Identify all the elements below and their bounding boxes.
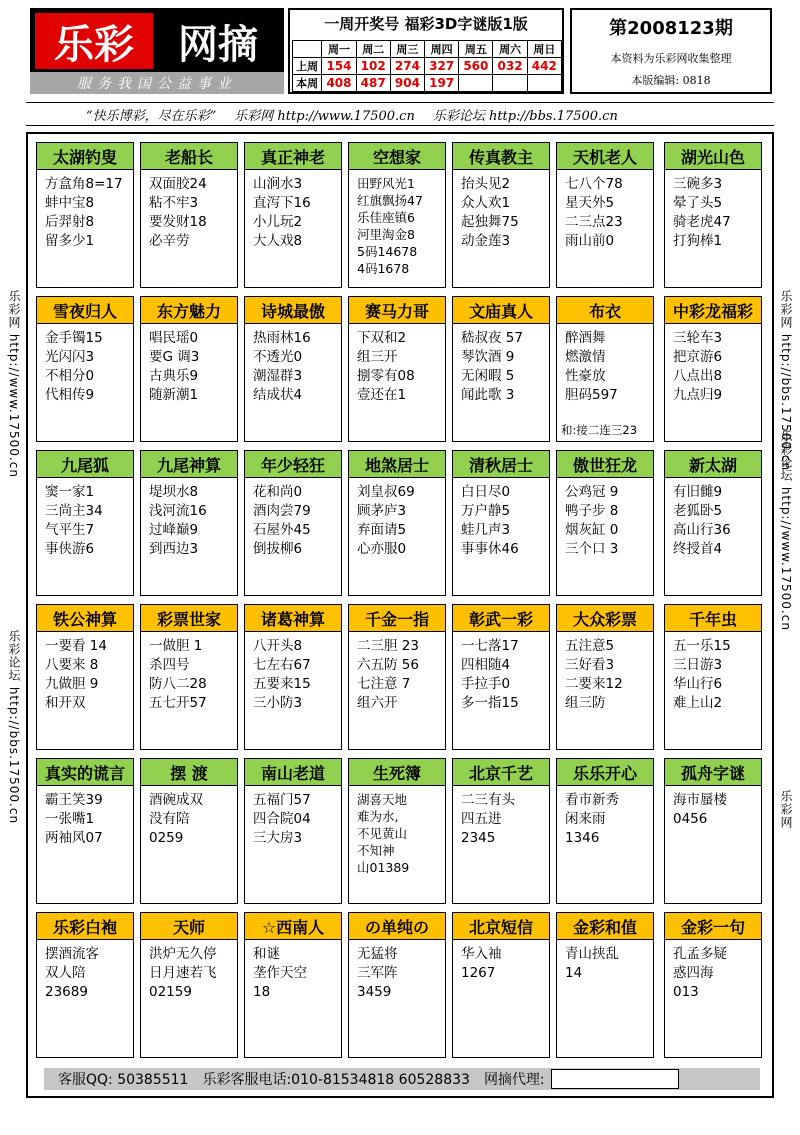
puzzle-box: [452, 296, 550, 442]
puzzle-line: 雨山前0: [565, 233, 615, 249]
puzzle-line: 过峰巅9: [149, 522, 199, 538]
puzzle-box: [140, 912, 238, 1058]
puzzle-line: 三军阵: [357, 965, 398, 981]
puzzle-box: [140, 758, 238, 904]
puzzle-line: 花和尚0: [253, 484, 303, 500]
puzzle-line: 晕了头5: [673, 195, 723, 211]
puzzle-box-title: 传真教主: [453, 143, 549, 170]
puzzle-line: 终授首4: [673, 541, 723, 557]
puzzle-line: 事侠游6: [45, 541, 95, 557]
puzzle-line: 蛙几声3: [461, 522, 511, 538]
puzzle-line: 组三防: [565, 695, 606, 711]
puzzle-box: [556, 758, 654, 904]
puzzle-line: 23689: [45, 984, 88, 1000]
row-label-this-week: 本周: [293, 75, 322, 92]
puzzle-box: [348, 604, 446, 750]
puzzle-line: 星天外5: [565, 195, 615, 211]
puzzle-box: [244, 912, 342, 1058]
puzzle-line: 后羿射8: [45, 214, 95, 230]
puzzle-line: 金手镯15: [45, 330, 103, 346]
puzzle-box: [664, 912, 762, 1058]
puzzle-line: 烟灰缸 0: [565, 522, 619, 538]
side-text-right-top: 乐彩网 http://bbs.17500.cn: [779, 290, 793, 472]
day-header: 周一: [322, 41, 356, 58]
puzzle-line: 红旗飘扬47: [357, 193, 423, 208]
puzzle-line: 惑四海: [673, 965, 714, 981]
puzzle-line: 必辛劳: [149, 233, 190, 249]
puzzle-box-title: 彰武一彩: [453, 605, 549, 632]
puzzle-line: 白日尽0: [461, 484, 511, 500]
draw-number: [527, 75, 561, 92]
puzzle-line: 多一指15: [461, 695, 519, 711]
site-link[interactable]: 乐彩网 http://www.17500.cn: [234, 108, 415, 124]
puzzle-line: 胆码597: [565, 387, 618, 403]
puzzle-box: [140, 296, 238, 442]
puzzle-line: 三小防3: [253, 695, 303, 711]
puzzle-line: 气平生7: [45, 522, 95, 538]
puzzle-box-title: 金彩一句: [665, 913, 761, 940]
day-header: 周三: [390, 41, 424, 58]
puzzle-note: 和:接二连三23: [561, 423, 638, 437]
puzzle-line: 二三胆 23: [357, 638, 419, 654]
puzzle-line: 不见黄山: [357, 826, 408, 841]
forum-link[interactable]: 乐彩论坛 http://bbs.17500.cn: [432, 108, 618, 124]
puzzle-line: 要发财18: [149, 214, 207, 230]
puzzle-box-title: 湖光山色: [665, 143, 761, 170]
day-header: 周四: [425, 41, 459, 58]
puzzle-line: 浅河流16: [149, 503, 207, 519]
puzzle-line: 留多少1: [45, 233, 95, 249]
puzzle-box: [452, 758, 550, 904]
puzzle-line: 粘不牢3: [149, 195, 199, 211]
puzzle-line: 和谜: [253, 946, 280, 962]
puzzle-line: 唱民瑶0: [149, 330, 199, 346]
puzzle-line: 众人欢1: [461, 195, 511, 211]
puzzle-box: [348, 450, 446, 596]
puzzle-line: 02159: [149, 984, 192, 1000]
side-text-left-bottom: 乐彩论坛 http://bbs.17500.cn: [7, 630, 21, 825]
puzzle-line: 防八二28: [149, 676, 207, 692]
draw-number: 274: [390, 58, 424, 75]
puzzle-line: 骑老虎47: [673, 214, 731, 230]
puzzle-box-title: 雪夜归人: [37, 297, 133, 324]
puzzle-box-title: 诗城最傲: [245, 297, 341, 324]
puzzle-box: [348, 758, 446, 904]
puzzle-line: 0259: [149, 830, 184, 846]
puzzle-box: [556, 604, 654, 750]
draw-number: 154: [322, 58, 356, 75]
issue-panel: [570, 8, 772, 94]
puzzle-line: 闲来雨: [565, 811, 606, 827]
puzzle-box-title: 天师: [141, 913, 237, 940]
puzzle-box-title: 老船长: [141, 143, 237, 170]
footer-qq: 客服QQ: 50385511: [58, 1072, 189, 1088]
puzzle-line: 倒拔柳6: [253, 541, 303, 557]
footer-agent-label: 网摘代理:: [483, 1072, 545, 1088]
puzzle-line: 不相分0: [45, 368, 95, 384]
puzzle-box: [36, 142, 134, 288]
puzzle-box: [348, 912, 446, 1058]
puzzle-box: [452, 604, 550, 750]
puzzle-line: 2345: [461, 830, 496, 846]
puzzle-line: 要G 调3: [149, 349, 200, 365]
puzzle-line: 河里淘金8: [357, 227, 415, 242]
puzzle-box-title: 彩票世家: [141, 605, 237, 632]
puzzle-box: [452, 142, 550, 288]
puzzle-box: [244, 296, 342, 442]
puzzle-box-title: 太湖钓叟: [37, 143, 133, 170]
puzzle-line: 看市新秀: [565, 792, 619, 808]
puzzle-line: 三日游3: [673, 657, 723, 673]
puzzle-line: 五要来15: [253, 676, 311, 692]
draw-number: 408: [322, 75, 356, 92]
puzzle-line: 闻此歌 3: [461, 387, 515, 403]
puzzle-line: 二三点23: [565, 214, 623, 230]
puzzle-line: 5码14678: [357, 244, 418, 259]
puzzle-box: [556, 142, 654, 288]
puzzle-line: 青山挟乱: [565, 946, 619, 962]
puzzle-box-title: 真正神老: [245, 143, 341, 170]
puzzle-box: [452, 450, 550, 596]
puzzle-box: [36, 296, 134, 442]
puzzle-box-title: 真实的谎言: [37, 759, 133, 786]
puzzle-line: 14: [565, 965, 583, 981]
draw-number: 442: [527, 58, 561, 75]
puzzle-line: 华入袖: [461, 946, 502, 962]
puzzle-line: 手拉手0: [461, 676, 511, 692]
puzzle-line: 双面胶24: [149, 176, 207, 192]
puzzle-box: [36, 604, 134, 750]
draw-number: 487: [356, 75, 390, 92]
puzzle-line: 堤坝水8: [149, 484, 199, 500]
puzzle-line: 一七落17: [461, 638, 519, 654]
puzzle-line: 4码1678: [357, 261, 410, 276]
puzzle-box-title: 九尾神算: [141, 451, 237, 478]
puzzle-line: 把京游6: [673, 349, 723, 365]
puzzle-box: [348, 142, 446, 288]
puzzle-box-title: 乐乐开心: [557, 759, 653, 786]
slogan: 服务我国公益事业: [30, 72, 284, 94]
puzzle-line: 三尚主34: [45, 503, 103, 519]
puzzle-box: [244, 142, 342, 288]
puzzle-line: 和开双: [45, 695, 86, 711]
puzzle-line: 山涧水3: [253, 176, 303, 192]
puzzle-line: 二三有头: [461, 792, 515, 808]
puzzle-box: [36, 450, 134, 596]
puzzle-box-title: の单纯の: [349, 913, 445, 940]
draw-number: 904: [390, 75, 424, 92]
puzzle-line: 二要来12: [565, 676, 623, 692]
puzzle-box: [556, 296, 654, 442]
puzzle-box: [556, 912, 654, 1058]
puzzle-line: 三个口 3: [565, 541, 619, 557]
day-header: 周五: [459, 41, 493, 58]
puzzle-box-title: 傲世狂龙: [557, 451, 653, 478]
puzzle-line: 顾茅庐3: [357, 503, 407, 519]
puzzle-box-title: 赛马力哥: [349, 297, 445, 324]
puzzle-line: 壹还在1: [357, 387, 407, 403]
puzzle-line: 醉酒舞: [565, 330, 606, 346]
puzzle-line: 华山行6: [673, 676, 723, 692]
puzzle-box-title: 乐彩白袍: [37, 913, 133, 940]
weekly-draw-table: [292, 40, 562, 92]
logo: [30, 8, 284, 74]
draw-number: 327: [425, 58, 459, 75]
puzzle-box-title: ☆西南人: [245, 913, 341, 940]
draw-number: 197: [425, 75, 459, 92]
puzzle-box: [664, 604, 762, 750]
table-corner: [293, 41, 322, 58]
puzzle-line: 大人戏8: [253, 233, 303, 249]
puzzle-box-title: 铁公神算: [37, 605, 133, 632]
footer-phone: 乐彩客服电话:010-81534818 60528833: [202, 1072, 470, 1088]
puzzle-box-title: 年少轻狂: [245, 451, 341, 478]
puzzle-box: [36, 758, 134, 904]
puzzle-line: 九做胆 9: [45, 676, 99, 692]
puzzle-line: 蚌中宝8: [45, 195, 95, 211]
puzzle-box-title: 摆 渡: [141, 759, 237, 786]
puzzle-line: 五七开57: [149, 695, 207, 711]
puzzle-line: 酒碗成双: [149, 792, 203, 808]
puzzle-line: 山01389: [357, 860, 410, 875]
puzzle-line: 霸王笑39: [45, 792, 103, 808]
puzzle-line: 打狗棒1: [673, 233, 723, 249]
puzzle-line: 乐佳座镇6: [357, 210, 415, 225]
puzzle-line: 燃激情: [565, 349, 606, 365]
puzzle-line: 三大房3: [253, 830, 303, 846]
puzzle-line: 摆酒流客: [45, 946, 99, 962]
puzzle-box-title: 文庙真人: [453, 297, 549, 324]
puzzle-box-title: 千年虫: [665, 605, 761, 632]
puzzle-line: 三碗多3: [673, 176, 723, 192]
puzzle-line: 无闲暇 5: [461, 368, 515, 384]
puzzle-line: 一要看 14: [45, 638, 107, 654]
puzzle-line: 下双和2: [357, 330, 407, 346]
puzzle-line: 光闪闪3: [45, 349, 95, 365]
puzzle-line: 抬头见2: [461, 176, 511, 192]
puzzle-line: 不知神: [357, 843, 395, 858]
logo-text-wangzhai: 网摘: [156, 13, 280, 69]
puzzle-line: 琴饮酒 9: [461, 349, 515, 365]
puzzle-box-title: 孤舟字谜: [665, 759, 761, 786]
puzzle-line: 组三开: [357, 349, 398, 365]
puzzle-line: 五一乐15: [673, 638, 731, 654]
puzzle-line: 热雨林16: [253, 330, 311, 346]
puzzle-line: 杀四号: [149, 657, 190, 673]
puzzle-line: 到西边3: [149, 541, 199, 557]
puzzle-line: 酒肉尝79: [253, 503, 311, 519]
puzzle-box: [36, 912, 134, 1058]
draw-number: 102: [356, 58, 390, 75]
draw-number: 032: [493, 58, 527, 75]
puzzle-line: 四合院04: [253, 811, 311, 827]
puzzle-box-title: 空想家: [349, 143, 445, 170]
puzzle-box-title: 诸葛神算: [245, 605, 341, 632]
puzzle-line: 结成状4: [253, 387, 303, 403]
puzzle-box: [244, 450, 342, 596]
puzzle-line: 石屋外45: [253, 522, 311, 538]
puzzle-box-title: 九尾狐: [37, 451, 133, 478]
puzzle-line: 小儿玩2: [253, 214, 303, 230]
puzzle-box-title: 千金一指: [349, 605, 445, 632]
puzzle-line: 事事休46: [461, 541, 519, 557]
puzzle-line: 双人陪: [45, 965, 86, 981]
puzzle-line: 窦一家1: [45, 484, 95, 500]
puzzle-box: [664, 142, 762, 288]
puzzle-box-title: 地煞居士: [349, 451, 445, 478]
puzzle-line: 直泻下16: [253, 195, 311, 211]
weekly-draw-title: 一周开奖号 福彩3D字谜版1版: [324, 14, 528, 33]
puzzle-line: 随新潮1: [149, 387, 199, 403]
puzzle-line: 田野风光1: [357, 176, 415, 191]
puzzle-line: 方盒角8=17: [45, 176, 123, 192]
side-text-left-top: 乐彩网 http://www.17500.cn: [7, 290, 21, 478]
puzzle-line: 八开头8: [253, 638, 303, 654]
puzzle-line: 0456: [673, 811, 708, 827]
puzzle-line: 18: [253, 984, 271, 1000]
motto-quote: “快乐博彩，尽在乐彩”: [86, 108, 217, 124]
puzzle-box-title: 清秋居士: [453, 451, 549, 478]
puzzle-box-title: 生死簿: [349, 759, 445, 786]
source-note: 本资料为乐彩网收集整理: [610, 52, 732, 65]
puzzle-line: 四五进: [461, 811, 502, 827]
puzzle-box-title: 北京千艺: [453, 759, 549, 786]
puzzle-line: 垄作天空: [253, 965, 307, 981]
footer-bar: [44, 1068, 760, 1090]
puzzle-line: 公鸡冠 9: [565, 484, 619, 500]
issue-number: 第2008123期: [609, 18, 733, 39]
puzzle-line: 七左右67: [253, 657, 311, 673]
puzzle-line: 万户静5: [461, 503, 511, 519]
puzzle-line: 013: [673, 984, 699, 1000]
puzzle-box-title: 北京短信: [453, 913, 549, 940]
puzzle-box: [244, 758, 342, 904]
puzzle-line: 九点归9: [673, 387, 723, 403]
puzzle-box-title: 金彩和值: [557, 913, 653, 940]
puzzle-line: 三轮车3: [673, 330, 723, 346]
day-header: 周日: [527, 41, 561, 58]
puzzle-line: 一张嘴1: [45, 811, 95, 827]
puzzle-box: [664, 758, 762, 904]
puzzle-line: 无猛将: [357, 946, 398, 962]
puzzle-line: 海市蜃楼: [673, 792, 727, 808]
puzzle-line: 湖喜天地: [357, 792, 408, 807]
draw-number: [459, 75, 493, 92]
puzzle-line: 高山行36: [673, 522, 731, 538]
puzzle-line: 两袖风07: [45, 830, 103, 846]
puzzle-box-title: 中彩龙福彩: [665, 297, 761, 324]
puzzle-box: [140, 604, 238, 750]
day-header: 周六: [493, 41, 527, 58]
puzzle-line: 难为水,: [357, 809, 399, 824]
puzzle-box: [452, 912, 550, 1058]
puzzle-box: [140, 142, 238, 288]
puzzle-line: 五福门57: [253, 792, 311, 808]
row-label-last-week: 上周: [293, 58, 322, 75]
puzzle-line: 洪炉无久停: [149, 946, 217, 962]
puzzle-box-title: 布衣: [557, 297, 653, 324]
puzzle-line: 有旧雠9: [673, 484, 723, 500]
day-header: 周二: [356, 41, 390, 58]
puzzle-box-title: 南山老道: [245, 759, 341, 786]
puzzle-line: 组六开: [357, 695, 398, 711]
puzzle-line: 没有陪: [149, 811, 190, 827]
puzzle-line: 鸭子步 8: [565, 503, 619, 519]
puzzle-line: 难上山2: [673, 695, 723, 711]
puzzle-line: 七注意 7: [357, 676, 411, 692]
puzzle-line: 1267: [461, 965, 496, 981]
puzzle-line: 弃面请5: [357, 522, 407, 538]
puzzle-line: 3459: [357, 984, 392, 1000]
puzzle-line: 嵇叔夜 57: [461, 330, 523, 346]
logo-text-lecai: 乐彩: [35, 13, 153, 69]
puzzle-line: 刘皇叔69: [357, 484, 415, 500]
puzzle-line: 性豪放: [565, 368, 606, 384]
side-text-right-mid: 乐彩论坛 http://www.17500.cn: [779, 430, 793, 631]
puzzle-box-title: 大众彩票: [557, 605, 653, 632]
puzzle-box: [244, 604, 342, 750]
puzzle-box-title: 天机老人: [557, 143, 653, 170]
puzzle-box: [556, 450, 654, 596]
puzzle-line: 七八个78: [565, 176, 623, 192]
puzzle-line: 代相传9: [45, 387, 95, 403]
puzzle-box-title: 新太湖: [665, 451, 761, 478]
puzzle-line: 三好看3: [565, 657, 615, 673]
puzzle-line: 日月速若飞: [149, 965, 217, 981]
puzzle-box: [664, 450, 762, 596]
puzzle-line: 潮湿群3: [253, 368, 303, 384]
puzzle-line: 八要来 8: [45, 657, 99, 673]
motto-bar: [26, 102, 774, 126]
puzzle-line: 一做胆 1: [149, 638, 203, 654]
puzzle-box: [664, 296, 762, 442]
puzzle-line: 老狐卧5: [673, 503, 723, 519]
puzzle-line: 1346: [565, 830, 600, 846]
puzzle-box: [140, 450, 238, 596]
weekly-draw-panel: [288, 8, 564, 94]
side-text-right-bottom: 乐彩网: [779, 790, 793, 829]
puzzle-line: 四相随4: [461, 657, 511, 673]
draw-number: [493, 75, 527, 92]
editor-note: 本版编辑: 0818: [631, 74, 711, 87]
puzzle-line: 捌零有08: [357, 368, 415, 384]
puzzle-line: 动金莲3: [461, 233, 511, 249]
puzzle-line: 六五防 56: [357, 657, 419, 673]
footer-agent-field: [551, 1069, 679, 1089]
draw-number: 560: [459, 58, 493, 75]
puzzle-box-title: 东方魅力: [141, 297, 237, 324]
puzzle-line: 心亦服0: [357, 541, 407, 557]
puzzle-line: 不透光0: [253, 349, 303, 365]
puzzle-line: 孔孟多疑: [673, 946, 727, 962]
puzzle-box: [348, 296, 446, 442]
puzzle-line: 八点出8: [673, 368, 723, 384]
puzzle-line: 五注意5: [565, 638, 615, 654]
puzzle-line: 古典乐9: [149, 368, 199, 384]
puzzle-line: 起独舞75: [461, 214, 519, 230]
